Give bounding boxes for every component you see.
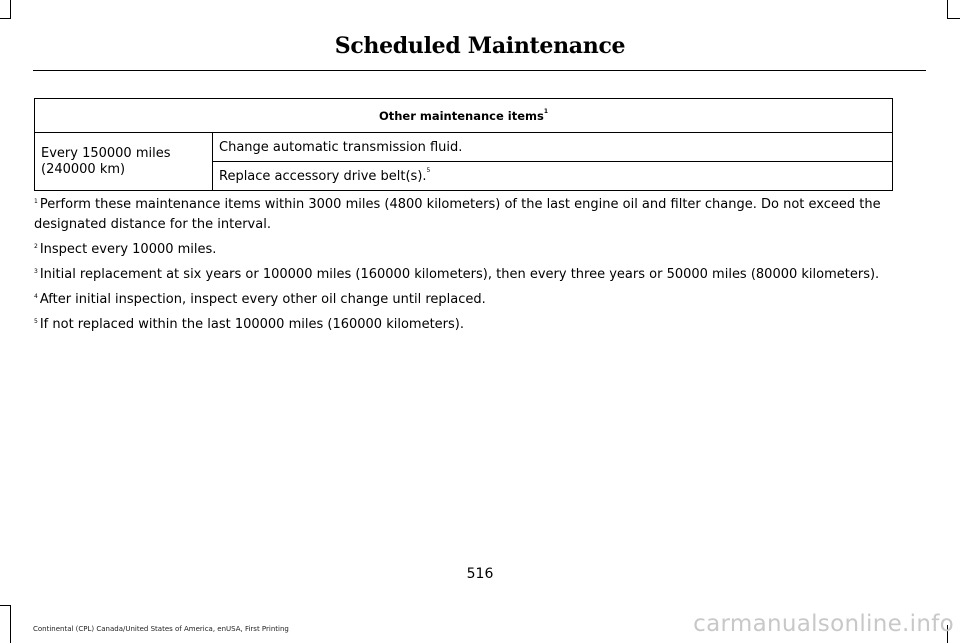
page-number: 516: [466, 566, 494, 582]
title-divider: [33, 70, 926, 71]
footnote: [34, 265, 904, 285]
maintenance-item: Change automatic transmission fluid.: [219, 139, 463, 155]
table-row: [213, 162, 893, 191]
footnote: [34, 315, 904, 335]
maintenance-table: [34, 98, 893, 191]
table-heading: [35, 99, 893, 133]
maintenance-item: Replace accessory drive belt(s).: [219, 168, 427, 184]
interval-cell: Every 150000 miles (240000 km): [35, 133, 213, 191]
footnote: [34, 290, 904, 310]
footnote-number: 1: [34, 198, 38, 205]
footnote-text: Initial replacement at six years or 100000 miles (160000 kilometers), then every three years or 50000 miles (80000 kilometers).: [39, 267, 880, 282]
footnote-number: 2: [34, 243, 38, 250]
crop-mark: [947, 0, 948, 18]
crop-mark: [0, 605, 11, 606]
footnote: [34, 195, 904, 235]
watermark: carmanualsonline.info: [693, 611, 954, 637]
footnote-text: Inspect every 10000 miles.: [39, 242, 217, 257]
footnote-number: 3: [34, 268, 38, 275]
crop-mark: [0, 18, 11, 19]
footnote-text: After initial inspection, inspect every other oil change until replaced.: [39, 292, 486, 307]
footnote-text: If not replaced within the last 100000 miles (160000 kilometers).: [39, 317, 464, 332]
footnote-text: Perform these maintenance items within 3000 miles (4800 kilometers) of the last engine oil and filter change. Do not exceed the designated distance for the interval.: [34, 197, 881, 232]
table-row: [213, 133, 893, 162]
page-title: Scheduled Maintenance: [334, 33, 626, 59]
footnote-number: 4: [34, 293, 38, 300]
table-heading-text: Other maintenance items: [378, 108, 544, 123]
footnote-ref: 1: [543, 107, 549, 115]
crop-mark: [10, 0, 11, 18]
crop-mark: [947, 18, 960, 19]
footnote-ref: 5: [426, 167, 431, 175]
footnotes: [34, 195, 904, 340]
footnote-number: 5: [34, 318, 38, 325]
footnote: [34, 240, 904, 260]
print-imprint: Continental (CPL) Canada/United States of America, enUSA, First Printing: [33, 625, 289, 633]
crop-mark: [10, 605, 11, 643]
